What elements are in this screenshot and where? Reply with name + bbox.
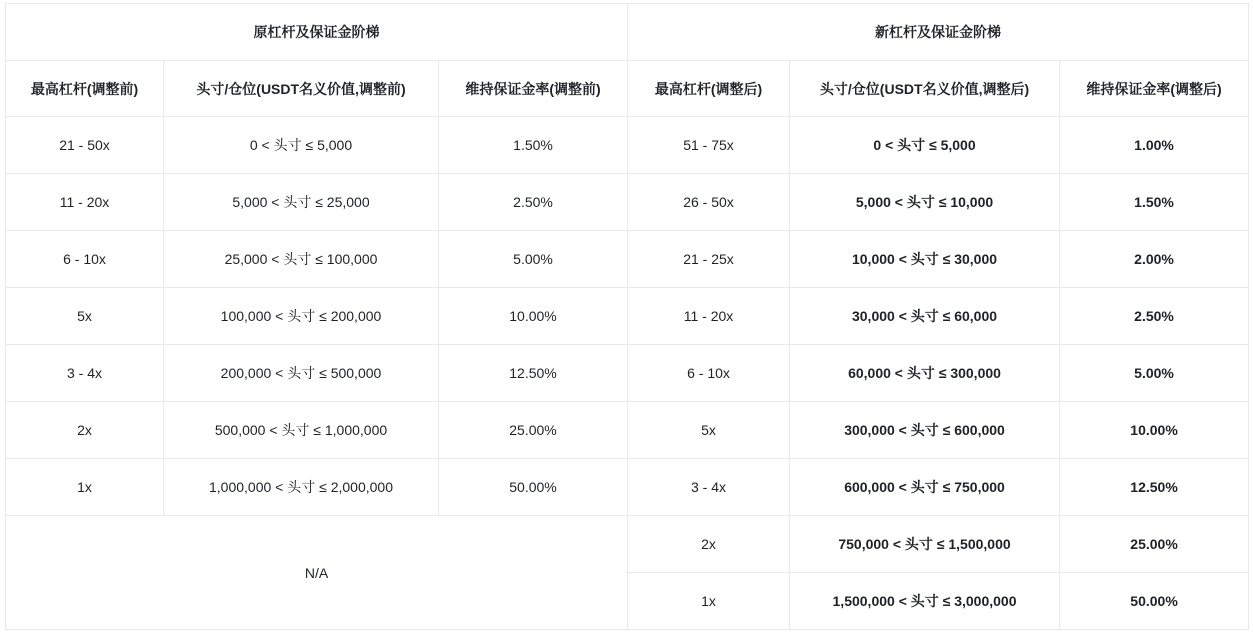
old-position-range-cell: 100,000 < 头寸 ≤ 200,000: [164, 288, 439, 345]
old-max-leverage-cell: 5x: [6, 288, 164, 345]
table-row: [6, 288, 1249, 345]
table-row: [6, 402, 1249, 459]
new-position-range-cell: 1,500,000 < 头寸 ≤ 3,000,000: [790, 573, 1060, 630]
old-position-range-cell: 200,000 < 头寸 ≤ 500,000: [164, 345, 439, 402]
old-max-leverage-cell: 11 - 20x: [6, 174, 164, 231]
new-maintenance-margin-cell: 1.00%: [1060, 117, 1249, 174]
table-row: [6, 174, 1249, 231]
old-maintenance-margin-cell: 1.50%: [439, 117, 628, 174]
old-max-leverage-cell: 2x: [6, 402, 164, 459]
new-position-range-cell: 600,000 < 头寸 ≤ 750,000: [790, 459, 1060, 516]
leverage-margin-table: [5, 3, 1249, 630]
old-maintenance-margin-cell: 2.50%: [439, 174, 628, 231]
old-maintenance-margin-cell: 25.00%: [439, 402, 628, 459]
column-header-row: [6, 61, 1249, 117]
new-max-leverage-cell: 6 - 10x: [628, 345, 790, 402]
old-max-leverage-cell: 3 - 4x: [6, 345, 164, 402]
table-row: [6, 231, 1249, 288]
new-position-range-cell: 30,000 < 头寸 ≤ 60,000: [790, 288, 1060, 345]
new-max-leverage-cell: 3 - 4x: [628, 459, 790, 516]
new-maintenance-margin-cell: 1.50%: [1060, 174, 1249, 231]
new-maintenance-margin-cell: 10.00%: [1060, 402, 1249, 459]
col-header-new-maintenance-margin: 维持保证金率(调整后): [1060, 61, 1249, 117]
old-position-range-cell: 0 < 头寸 ≤ 5,000: [164, 117, 439, 174]
new-position-range-cell: 5,000 < 头寸 ≤ 10,000: [790, 174, 1060, 231]
new-position-range-cell: 300,000 < 头寸 ≤ 600,000: [790, 402, 1060, 459]
new-maintenance-margin-cell: 2.50%: [1060, 288, 1249, 345]
new-position-range-cell: 10,000 < 头寸 ≤ 30,000: [790, 231, 1060, 288]
new-max-leverage-cell: 21 - 25x: [628, 231, 790, 288]
new-max-leverage-cell: 51 - 75x: [628, 117, 790, 174]
new-maintenance-margin-cell: 50.00%: [1060, 573, 1249, 630]
new-maintenance-margin-cell: 5.00%: [1060, 345, 1249, 402]
new-maintenance-margin-cell: 12.50%: [1060, 459, 1249, 516]
new-maintenance-margin-cell: 25.00%: [1060, 516, 1249, 573]
old-maintenance-margin-cell: 12.50%: [439, 345, 628, 402]
new-position-range-cell: 750,000 < 头寸 ≤ 1,500,000: [790, 516, 1060, 573]
na-cell: N/A: [6, 516, 628, 630]
old-maintenance-margin-cell: 10.00%: [439, 288, 628, 345]
col-header-old-max-leverage: 最高杠杆(调整前): [6, 61, 164, 117]
new-position-range-cell: 60,000 < 头寸 ≤ 300,000: [790, 345, 1060, 402]
old-position-range-cell: 5,000 < 头寸 ≤ 25,000: [164, 174, 439, 231]
table-row: [6, 345, 1249, 402]
table-row: [6, 459, 1249, 516]
new-position-range-cell: 0 < 头寸 ≤ 5,000: [790, 117, 1060, 174]
table-row: [6, 117, 1249, 174]
new-maintenance-margin-cell: 2.00%: [1060, 231, 1249, 288]
table-row: [6, 516, 1249, 573]
old-maintenance-margin-cell: 50.00%: [439, 459, 628, 516]
col-header-old-position-range: 头寸/仓位(USDT名义价值,调整前): [164, 61, 439, 117]
old-max-leverage-cell: 6 - 10x: [6, 231, 164, 288]
col-header-new-max-leverage: 最高杠杆(调整后): [628, 61, 790, 117]
old-position-range-cell: 500,000 < 头寸 ≤ 1,000,000: [164, 402, 439, 459]
old-tiers-group-header: 原杠杆及保证金阶梯: [6, 4, 628, 61]
old-maintenance-margin-cell: 5.00%: [439, 231, 628, 288]
col-header-new-position-range: 头寸/仓位(USDT名义价值,调整后): [790, 61, 1060, 117]
new-tiers-group-header: 新杠杆及保证金阶梯: [628, 4, 1249, 61]
new-max-leverage-cell: 26 - 50x: [628, 174, 790, 231]
old-max-leverage-cell: 21 - 50x: [6, 117, 164, 174]
old-position-range-cell: 25,000 < 头寸 ≤ 100,000: [164, 231, 439, 288]
new-max-leverage-cell: 5x: [628, 402, 790, 459]
old-position-range-cell: 1,000,000 < 头寸 ≤ 2,000,000: [164, 459, 439, 516]
old-max-leverage-cell: 1x: [6, 459, 164, 516]
group-header-row: [6, 4, 1249, 61]
new-max-leverage-cell: 1x: [628, 573, 790, 630]
new-max-leverage-cell: 11 - 20x: [628, 288, 790, 345]
col-header-old-maintenance-margin: 维持保证金率(调整前): [439, 61, 628, 117]
new-max-leverage-cell: 2x: [628, 516, 790, 573]
